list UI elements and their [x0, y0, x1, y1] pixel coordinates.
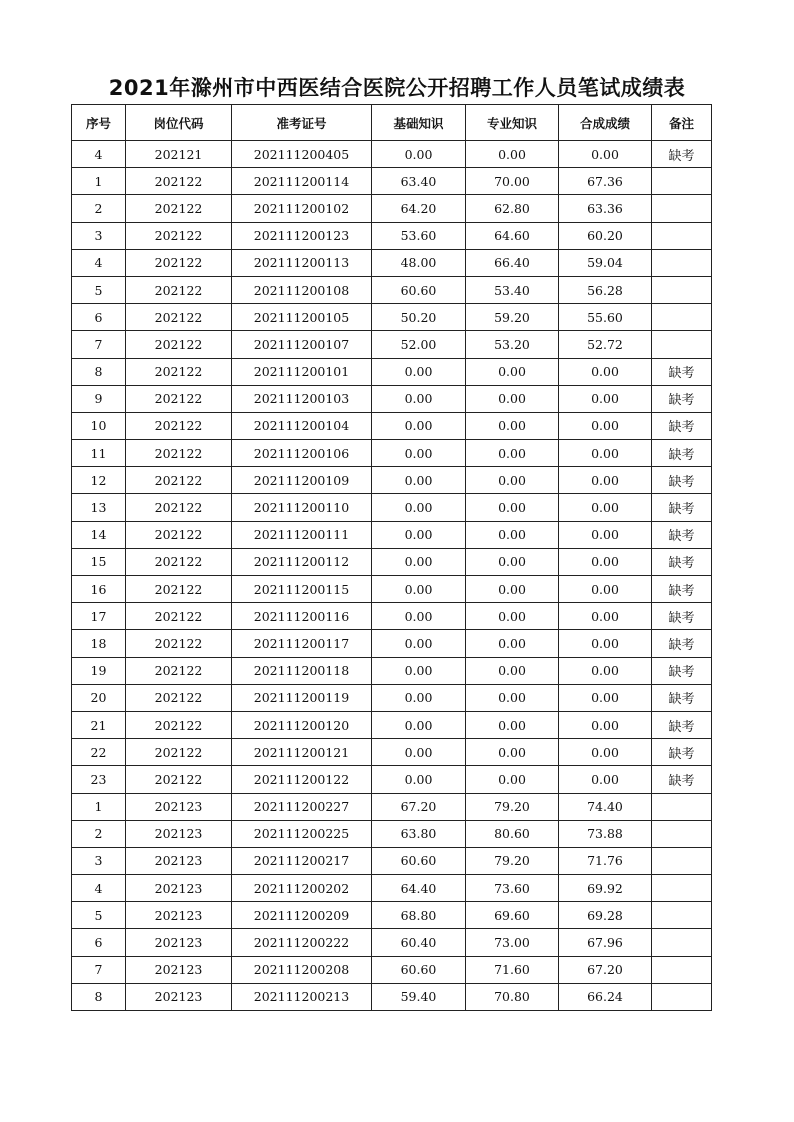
cell-total-score: 56.28 — [559, 276, 652, 303]
cell-total-score: 69.92 — [559, 875, 652, 902]
cell-professional-knowledge: 0.00 — [466, 467, 559, 494]
cell-post-code: 202123 — [126, 983, 232, 1010]
cell-index: 11 — [72, 440, 126, 467]
cell-professional-knowledge: 0.00 — [466, 385, 559, 412]
header-row — [72, 105, 712, 141]
cell-remarks — [652, 195, 712, 222]
cell-basic-knowledge: 0.00 — [372, 576, 466, 603]
cell-remarks — [652, 168, 712, 195]
table-row — [72, 576, 712, 603]
table-row — [72, 358, 712, 385]
cell-post-code: 202122 — [126, 630, 232, 657]
cell-professional-knowledge: 59.20 — [466, 304, 559, 331]
cell-ticket-number: 202111200110 — [232, 494, 372, 521]
cell-index: 10 — [72, 412, 126, 439]
cell-remarks — [652, 222, 712, 249]
cell-total-score: 0.00 — [559, 739, 652, 766]
cell-remarks: 缺考 — [652, 576, 712, 603]
cell-index: 19 — [72, 657, 126, 684]
cell-index: 14 — [72, 521, 126, 548]
cell-basic-knowledge: 64.20 — [372, 195, 466, 222]
cell-ticket-number: 202111200107 — [232, 331, 372, 358]
table-row — [72, 739, 712, 766]
cell-ticket-number: 202111200217 — [232, 847, 372, 874]
cell-professional-knowledge: 62.80 — [466, 195, 559, 222]
cell-remarks: 缺考 — [652, 412, 712, 439]
cell-total-score: 59.04 — [559, 249, 652, 276]
cell-basic-knowledge: 0.00 — [372, 739, 466, 766]
cell-professional-knowledge: 73.00 — [466, 929, 559, 956]
cell-index: 1 — [72, 793, 126, 820]
cell-post-code: 202123 — [126, 956, 232, 983]
cell-ticket-number: 202111200116 — [232, 603, 372, 630]
cell-basic-knowledge: 0.00 — [372, 657, 466, 684]
cell-total-score: 71.76 — [559, 847, 652, 874]
cell-basic-knowledge: 48.00 — [372, 249, 466, 276]
cell-professional-knowledge: 0.00 — [466, 630, 559, 657]
cell-post-code: 202123 — [126, 875, 232, 902]
table-row — [72, 603, 712, 630]
cell-remarks — [652, 793, 712, 820]
cell-ticket-number: 202111200227 — [232, 793, 372, 820]
header-professional-knowledge: 专业知识 — [466, 105, 559, 141]
cell-ticket-number: 202111200405 — [232, 141, 372, 168]
cell-remarks — [652, 929, 712, 956]
header-ticket-number: 准考证号 — [232, 105, 372, 141]
table-row — [72, 467, 712, 494]
cell-remarks: 缺考 — [652, 358, 712, 385]
table-body — [72, 141, 712, 1011]
cell-post-code: 202123 — [126, 902, 232, 929]
cell-post-code: 202122 — [126, 304, 232, 331]
cell-ticket-number: 202111200208 — [232, 956, 372, 983]
cell-remarks: 缺考 — [652, 494, 712, 521]
cell-post-code: 202122 — [126, 222, 232, 249]
cell-index: 4 — [72, 141, 126, 168]
cell-remarks: 缺考 — [652, 739, 712, 766]
cell-total-score: 67.20 — [559, 956, 652, 983]
cell-basic-knowledge: 0.00 — [372, 684, 466, 711]
cell-total-score: 69.28 — [559, 902, 652, 929]
cell-professional-knowledge: 0.00 — [466, 603, 559, 630]
header-remarks: 备注 — [652, 105, 712, 141]
table-row — [72, 929, 712, 956]
cell-total-score: 66.24 — [559, 983, 652, 1010]
cell-total-score: 67.36 — [559, 168, 652, 195]
cell-professional-knowledge: 0.00 — [466, 440, 559, 467]
table-row — [72, 684, 712, 711]
table-row — [72, 711, 712, 738]
cell-total-score: 0.00 — [559, 603, 652, 630]
cell-post-code: 202121 — [126, 141, 232, 168]
cell-post-code: 202122 — [126, 276, 232, 303]
cell-professional-knowledge: 73.60 — [466, 875, 559, 902]
table-row — [72, 820, 712, 847]
page-title: 2021年滁州市中西医结合医院公开招聘工作人员笔试成绩表 — [108, 76, 686, 100]
table-row — [72, 956, 712, 983]
cell-remarks: 缺考 — [652, 630, 712, 657]
cell-total-score: 0.00 — [559, 358, 652, 385]
cell-total-score: 0.00 — [559, 684, 652, 711]
cell-basic-knowledge: 0.00 — [372, 358, 466, 385]
cell-ticket-number: 202111200101 — [232, 358, 372, 385]
cell-total-score: 0.00 — [559, 630, 652, 657]
cell-post-code: 202123 — [126, 929, 232, 956]
cell-remarks — [652, 820, 712, 847]
cell-professional-knowledge: 0.00 — [466, 684, 559, 711]
cell-post-code: 202122 — [126, 494, 232, 521]
cell-basic-knowledge: 0.00 — [372, 412, 466, 439]
cell-total-score: 0.00 — [559, 467, 652, 494]
cell-ticket-number: 202111200118 — [232, 657, 372, 684]
cell-basic-knowledge: 0.00 — [372, 630, 466, 657]
cell-professional-knowledge: 0.00 — [466, 494, 559, 521]
cell-index: 21 — [72, 711, 126, 738]
score-table — [71, 104, 712, 1011]
cell-basic-knowledge: 60.40 — [372, 929, 466, 956]
cell-ticket-number: 202111200106 — [232, 440, 372, 467]
cell-basic-knowledge: 0.00 — [372, 766, 466, 793]
cell-index: 5 — [72, 276, 126, 303]
table-row — [72, 276, 712, 303]
cell-ticket-number: 202111200121 — [232, 739, 372, 766]
cell-index: 4 — [72, 249, 126, 276]
cell-remarks: 缺考 — [652, 657, 712, 684]
cell-remarks: 缺考 — [652, 521, 712, 548]
cell-basic-knowledge: 67.20 — [372, 793, 466, 820]
cell-basic-knowledge: 0.00 — [372, 494, 466, 521]
cell-post-code: 202122 — [126, 657, 232, 684]
table-row — [72, 875, 712, 902]
cell-index: 12 — [72, 467, 126, 494]
cell-total-score: 0.00 — [559, 766, 652, 793]
cell-basic-knowledge: 53.60 — [372, 222, 466, 249]
table-row — [72, 630, 712, 657]
cell-ticket-number: 202111200104 — [232, 412, 372, 439]
table-row — [72, 331, 712, 358]
cell-total-score: 0.00 — [559, 440, 652, 467]
cell-professional-knowledge: 66.40 — [466, 249, 559, 276]
cell-ticket-number: 202111200225 — [232, 820, 372, 847]
table-row — [72, 766, 712, 793]
cell-ticket-number: 202111200105 — [232, 304, 372, 331]
cell-post-code: 202122 — [126, 766, 232, 793]
cell-remarks — [652, 956, 712, 983]
cell-basic-knowledge: 0.00 — [372, 521, 466, 548]
cell-remarks: 缺考 — [652, 467, 712, 494]
cell-post-code: 202122 — [126, 358, 232, 385]
cell-index: 6 — [72, 929, 126, 956]
cell-remarks — [652, 983, 712, 1010]
cell-professional-knowledge: 70.80 — [466, 983, 559, 1010]
cell-total-score: 63.36 — [559, 195, 652, 222]
cell-post-code: 202122 — [126, 168, 232, 195]
cell-professional-knowledge: 0.00 — [466, 576, 559, 603]
cell-professional-knowledge: 0.00 — [466, 358, 559, 385]
cell-remarks: 缺考 — [652, 766, 712, 793]
cell-professional-knowledge: 0.00 — [466, 657, 559, 684]
cell-index: 2 — [72, 195, 126, 222]
cell-ticket-number: 202111200103 — [232, 385, 372, 412]
cell-post-code: 202122 — [126, 331, 232, 358]
cell-post-code: 202123 — [126, 793, 232, 820]
cell-index: 3 — [72, 222, 126, 249]
cell-total-score: 0.00 — [559, 576, 652, 603]
cell-ticket-number: 202111200123 — [232, 222, 372, 249]
cell-ticket-number: 202111200120 — [232, 711, 372, 738]
cell-professional-knowledge: 80.60 — [466, 820, 559, 847]
cell-professional-knowledge: 0.00 — [466, 739, 559, 766]
cell-post-code: 202122 — [126, 385, 232, 412]
cell-total-score: 60.20 — [559, 222, 652, 249]
cell-post-code: 202122 — [126, 711, 232, 738]
cell-professional-knowledge: 71.60 — [466, 956, 559, 983]
table-row — [72, 222, 712, 249]
cell-basic-knowledge: 0.00 — [372, 467, 466, 494]
cell-remarks — [652, 331, 712, 358]
cell-post-code: 202122 — [126, 440, 232, 467]
cell-post-code: 202122 — [126, 576, 232, 603]
cell-index: 3 — [72, 847, 126, 874]
cell-index: 5 — [72, 902, 126, 929]
cell-index: 1 — [72, 168, 126, 195]
cell-ticket-number: 202111200202 — [232, 875, 372, 902]
cell-remarks: 缺考 — [652, 684, 712, 711]
cell-basic-knowledge: 64.40 — [372, 875, 466, 902]
cell-ticket-number: 202111200113 — [232, 249, 372, 276]
cell-total-score: 52.72 — [559, 331, 652, 358]
header-post-code: 岗位代码 — [126, 105, 232, 141]
cell-ticket-number: 202111200117 — [232, 630, 372, 657]
cell-index: 13 — [72, 494, 126, 521]
cell-index: 8 — [72, 358, 126, 385]
cell-basic-knowledge: 0.00 — [372, 141, 466, 168]
cell-total-score: 0.00 — [559, 141, 652, 168]
cell-total-score: 0.00 — [559, 657, 652, 684]
cell-remarks: 缺考 — [652, 141, 712, 168]
cell-basic-knowledge: 0.00 — [372, 440, 466, 467]
table-row — [72, 249, 712, 276]
cell-ticket-number: 202111200102 — [232, 195, 372, 222]
cell-basic-knowledge: 60.60 — [372, 847, 466, 874]
cell-total-score: 67.96 — [559, 929, 652, 956]
cell-ticket-number: 202111200122 — [232, 766, 372, 793]
table-row — [72, 657, 712, 684]
cell-total-score: 0.00 — [559, 711, 652, 738]
cell-ticket-number: 202111200119 — [232, 684, 372, 711]
cell-post-code: 202122 — [126, 603, 232, 630]
cell-ticket-number: 202111200222 — [232, 929, 372, 956]
cell-index: 6 — [72, 304, 126, 331]
table-row — [72, 548, 712, 575]
cell-professional-knowledge: 53.40 — [466, 276, 559, 303]
cell-professional-knowledge: 79.20 — [466, 847, 559, 874]
cell-ticket-number: 202111200115 — [232, 576, 372, 603]
cell-post-code: 202123 — [126, 847, 232, 874]
cell-remarks — [652, 276, 712, 303]
table-row — [72, 494, 712, 521]
cell-post-code: 202122 — [126, 249, 232, 276]
cell-index: 20 — [72, 684, 126, 711]
cell-index: 7 — [72, 331, 126, 358]
cell-total-score: 0.00 — [559, 494, 652, 521]
cell-total-score: 73.88 — [559, 820, 652, 847]
cell-post-code: 202122 — [126, 412, 232, 439]
header-index: 序号 — [72, 105, 126, 141]
cell-index: 18 — [72, 630, 126, 657]
table-row — [72, 847, 712, 874]
cell-post-code: 202122 — [126, 739, 232, 766]
table-row — [72, 440, 712, 467]
table-row — [72, 521, 712, 548]
cell-total-score: 74.40 — [559, 793, 652, 820]
table-row — [72, 168, 712, 195]
cell-basic-knowledge: 50.20 — [372, 304, 466, 331]
cell-ticket-number: 202111200108 — [232, 276, 372, 303]
cell-remarks: 缺考 — [652, 440, 712, 467]
cell-remarks: 缺考 — [652, 711, 712, 738]
cell-professional-knowledge: 0.00 — [466, 521, 559, 548]
cell-professional-knowledge: 0.00 — [466, 548, 559, 575]
cell-remarks: 缺考 — [652, 603, 712, 630]
cell-basic-knowledge: 63.40 — [372, 168, 466, 195]
cell-basic-knowledge: 0.00 — [372, 711, 466, 738]
cell-index: 2 — [72, 820, 126, 847]
cell-remarks — [652, 249, 712, 276]
table-row — [72, 902, 712, 929]
cell-basic-knowledge: 0.00 — [372, 548, 466, 575]
table-row — [72, 983, 712, 1010]
cell-total-score: 55.60 — [559, 304, 652, 331]
cell-post-code: 202122 — [126, 467, 232, 494]
header-total-score: 合成成绩 — [559, 105, 652, 141]
cell-index: 23 — [72, 766, 126, 793]
table-row — [72, 793, 712, 820]
cell-basic-knowledge: 63.80 — [372, 820, 466, 847]
header-basic-knowledge: 基础知识 — [372, 105, 466, 141]
cell-index: 7 — [72, 956, 126, 983]
cell-index: 4 — [72, 875, 126, 902]
cell-index: 22 — [72, 739, 126, 766]
cell-professional-knowledge: 53.20 — [466, 331, 559, 358]
cell-remarks — [652, 847, 712, 874]
cell-basic-knowledge: 68.80 — [372, 902, 466, 929]
cell-ticket-number: 202111200114 — [232, 168, 372, 195]
cell-professional-knowledge: 64.60 — [466, 222, 559, 249]
cell-index: 17 — [72, 603, 126, 630]
cell-total-score: 0.00 — [559, 521, 652, 548]
cell-remarks — [652, 304, 712, 331]
cell-index: 8 — [72, 983, 126, 1010]
cell-professional-knowledge: 0.00 — [466, 412, 559, 439]
table-row — [72, 195, 712, 222]
cell-professional-knowledge: 0.00 — [466, 711, 559, 738]
cell-post-code: 202122 — [126, 521, 232, 548]
cell-post-code: 202122 — [126, 195, 232, 222]
table-row — [72, 141, 712, 168]
cell-remarks: 缺考 — [652, 385, 712, 412]
cell-index: 15 — [72, 548, 126, 575]
cell-basic-knowledge: 59.40 — [372, 983, 466, 1010]
cell-basic-knowledge: 0.00 — [372, 385, 466, 412]
cell-professional-knowledge: 0.00 — [466, 141, 559, 168]
cell-professional-knowledge: 79.20 — [466, 793, 559, 820]
cell-ticket-number: 202111200109 — [232, 467, 372, 494]
cell-basic-knowledge: 60.60 — [372, 276, 466, 303]
cell-professional-knowledge: 69.60 — [466, 902, 559, 929]
cell-remarks — [652, 875, 712, 902]
table-row — [72, 385, 712, 412]
cell-ticket-number: 202111200213 — [232, 983, 372, 1010]
cell-ticket-number: 202111200111 — [232, 521, 372, 548]
cell-index: 9 — [72, 385, 126, 412]
cell-remarks — [652, 902, 712, 929]
table-row — [72, 304, 712, 331]
cell-total-score: 0.00 — [559, 412, 652, 439]
cell-basic-knowledge: 52.00 — [372, 331, 466, 358]
cell-basic-knowledge: 0.00 — [372, 603, 466, 630]
cell-post-code: 202122 — [126, 548, 232, 575]
cell-professional-knowledge: 0.00 — [466, 766, 559, 793]
cell-post-code: 202122 — [126, 684, 232, 711]
cell-total-score: 0.00 — [559, 548, 652, 575]
cell-total-score: 0.00 — [559, 385, 652, 412]
cell-index: 16 — [72, 576, 126, 603]
cell-ticket-number: 202111200209 — [232, 902, 372, 929]
cell-basic-knowledge: 60.60 — [372, 956, 466, 983]
table-row — [72, 412, 712, 439]
cell-ticket-number: 202111200112 — [232, 548, 372, 575]
cell-post-code: 202123 — [126, 820, 232, 847]
cell-professional-knowledge: 70.00 — [466, 168, 559, 195]
cell-remarks: 缺考 — [652, 548, 712, 575]
